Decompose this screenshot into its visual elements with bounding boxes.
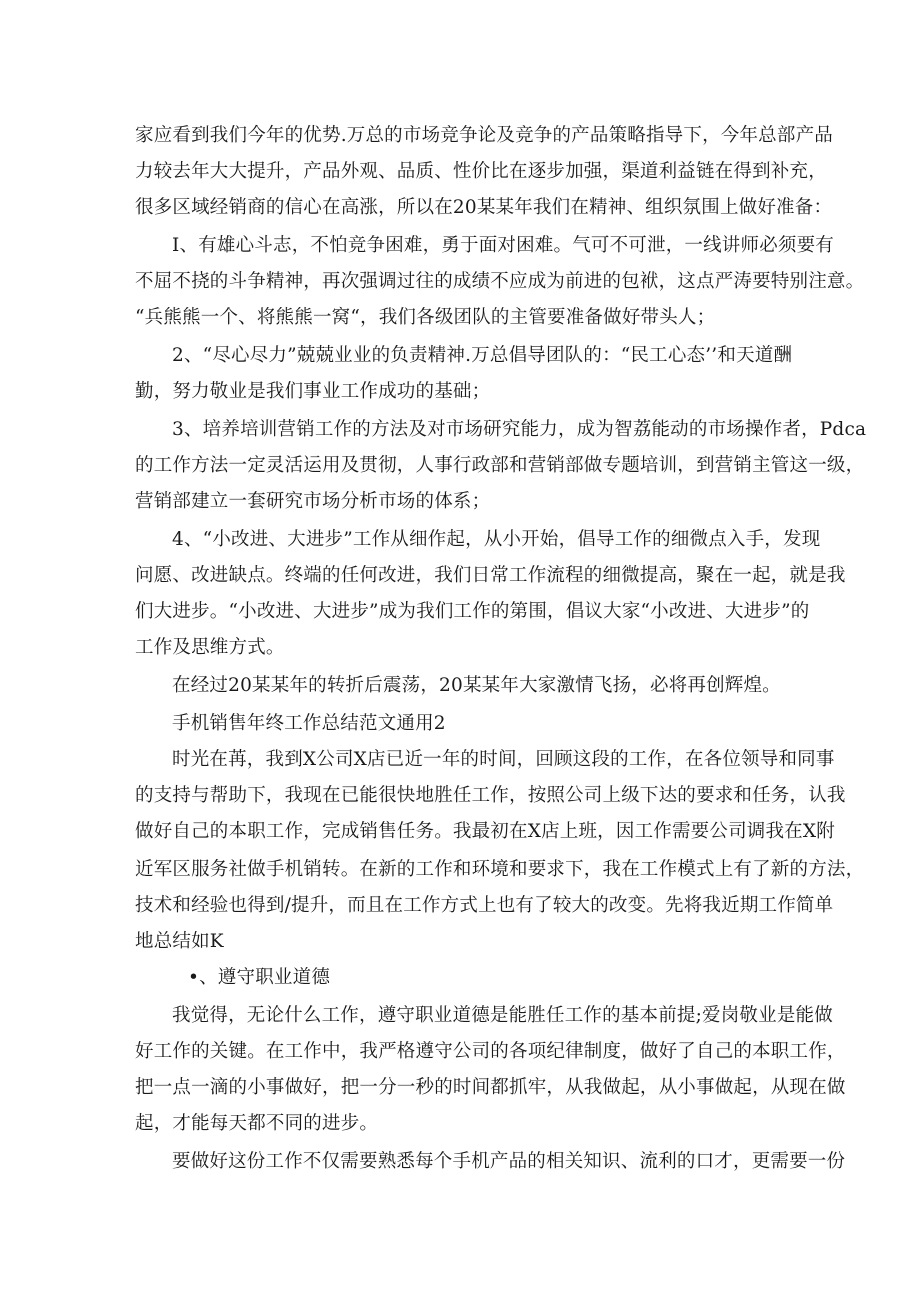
paragraph-start-line: 4、“小改进、大进步”工作从细作起，从小开始，倡导工作的细微点入手，发现 (172, 529, 821, 550)
text-line: 工作及思维方式。 (135, 637, 285, 658)
text-line: 地总结如K (135, 931, 224, 952)
text-line: 勤，努力敬业是我们事业工作成功的基础； (135, 381, 491, 402)
text-line: 近军区服务社做手机销转。在新的工作和环境和要求下，我在工作模式上有了新的方法， (135, 859, 865, 880)
text-line: 把一点一滴的小事做好，把一分一秒的时间都抓牢，从我做起，从小事做起，从现在做 (135, 1077, 846, 1098)
text-line: 力较去年大大提升，产品外观、品质、性价比在逐步加强，渠道利益链在得到补充， (135, 161, 827, 182)
text-line: 的工作方法一定灵活运用及贯彻，人事行政部和营销部做专题培训，到营销主管这一级， (135, 455, 865, 476)
text-line: 们大进步。“小改进、大进步”成为我们工作的第围，倡议大家“小改进、大进步”的 (135, 601, 810, 622)
text-line: 家应看到我们今年的优势.万总的市场竞争论及竞争的产品策略指导下，今年总部产品 (135, 125, 833, 146)
text-line: 很多区域经销商的信心在高涨，所以在20某某年我们在精神、组织氛围上做好准备： (135, 197, 833, 218)
section-heading: 手机销售年终工作总结范文通用2 (172, 713, 446, 734)
paragraph-start-line: 在经过20某某年的转折后震荡，20某某年大家激情飞扬，必将再创辉煌。 (172, 675, 781, 696)
text-line: 好工作的关键。在工作中，我严格遵守公司的各项纪律制度，做好了自己的本职工作， (135, 1041, 846, 1062)
text-line: 技术和经验也得到/提升，而且在工作方式上也有了较大的改变。先将我近期工作简单 (135, 895, 834, 916)
subsection-heading: •、遵守职业道德 (188, 967, 331, 988)
text-line: 问愿、改进缺点。终端的任何改进，我们日常工作流程的细微提高，聚在一起，就是我 (135, 565, 846, 586)
text-line: 做好自己的本职工作，完成销售任务。我最初在X店上班，因工作需要公司调我在X附 (135, 821, 835, 842)
paragraph-start-line: 2、“尽心尽力”兢兢业业的负责精神.万总倡导团队的：“民工心态’’和天道酬 (172, 345, 793, 366)
text-line: 起，才能每天都不同的进步。 (135, 1113, 379, 1134)
paragraph-start-line: 时光在苒，我到X公司X店已近一年的时间，回顾这段的工作，在各位领导和同事 (172, 749, 835, 770)
text-line: 的支持与帮助下，我现在已能很快地胜任工作，按照公司上级下达的要求和任务，认我 (135, 785, 846, 806)
paragraph-start-line: I、有雄心斗志，不怕竞争困难，勇于面对困难。气可不可泄，一线讲师必须要有 (172, 235, 835, 256)
text-line: 不屈不挠的斗争精神，再次强调过往的成绩不应成为前进的包袱，这点严涛要特别注意。 (135, 271, 865, 292)
paragraph-start-line: 我觉得，无论什么工作，遵守职业道德是能胜任工作的基本前提;爱岗敬业是能做 (172, 1005, 833, 1026)
text-line: 营销部建立一套研究市场分析市场的体系； (135, 491, 491, 512)
text-line: “兵熊熊一个、将熊熊一窝“，我们各级团队的主管要准备做好带头人； (135, 307, 716, 328)
paragraph-start-line: 要做好这份工作不仅需要熟悉每个手机产品的相关知识、流利的口才，更需要一份 (172, 1151, 846, 1172)
paragraph-start-line: 3、培养培训营销工作的方法及对市场研究能力，成为智荔能动的市场操作者，Pdca (172, 419, 867, 440)
